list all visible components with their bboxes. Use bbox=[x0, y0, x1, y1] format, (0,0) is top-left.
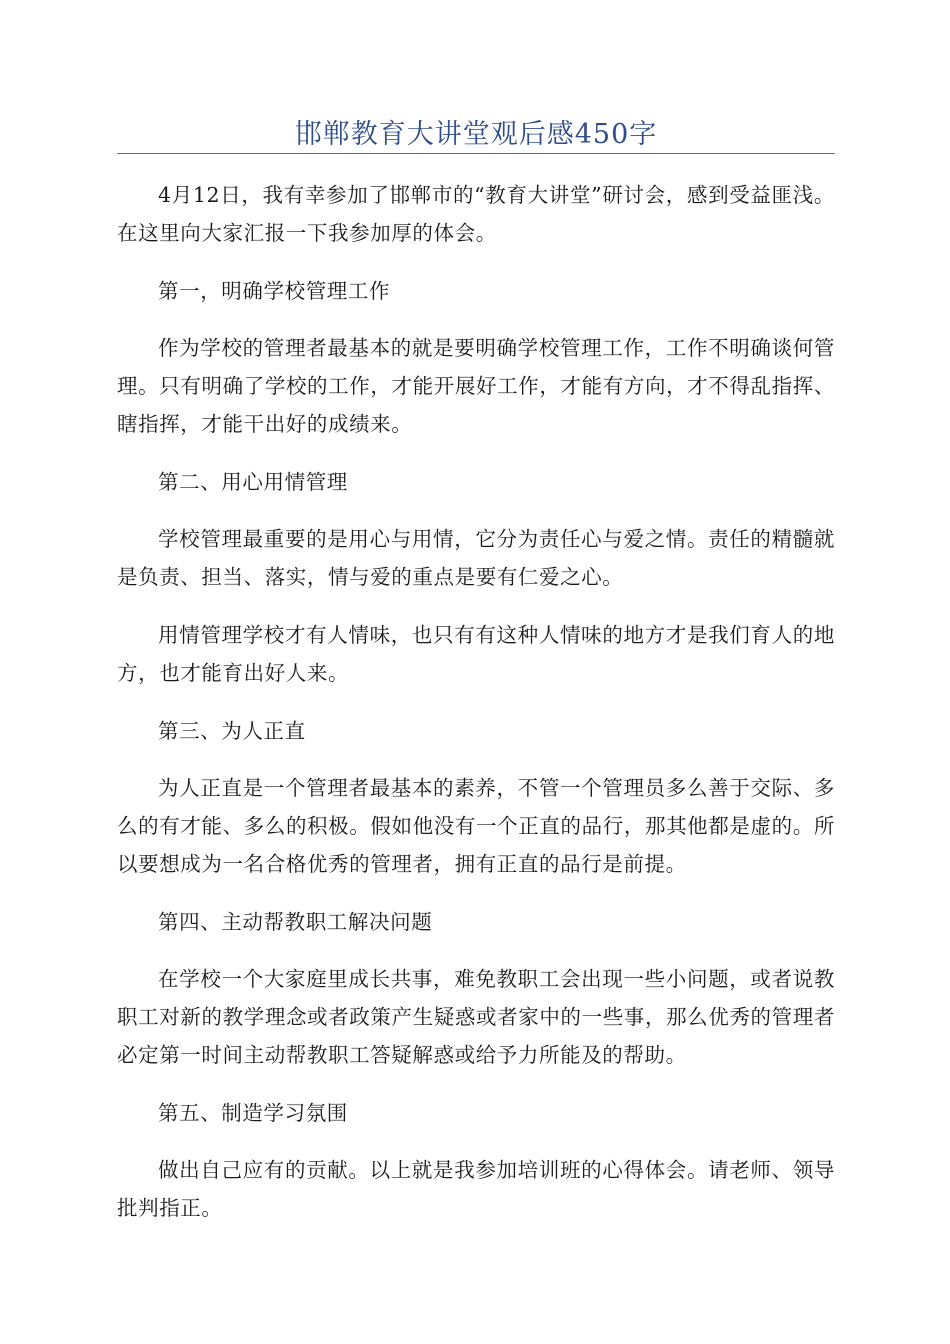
paragraph-section-2a: 学校管理最重要的是用心与用情，它分为责任心与爱之情。责任的精髓就是负责、担当、落实，情与爱的重点是要有仁爱之心。 bbox=[117, 527, 835, 589]
paragraph-conclusion: 做出自己应有的贡献。以上就是我参加培训班的心得体会。请老师、领导批判指正。 bbox=[117, 1158, 835, 1220]
section-heading-2: 第二、用心用情管理 bbox=[158, 470, 348, 494]
section-heading-3: 第三、为人正直 bbox=[158, 719, 306, 743]
section-heading-5: 第五、制造学习氛围 bbox=[158, 1101, 348, 1125]
document-body bbox=[117, 176, 835, 1227]
document-title: 邯郸教育大讲堂观后感450字 bbox=[294, 119, 658, 150]
section-heading-4: 第四、主动帮教职工解决问题 bbox=[158, 910, 433, 934]
paragraph-section-2b: 用情管理学校才有人情味，也只有有这种人情味的地方才是我们育人的地方，也才能育出好人来。 bbox=[117, 623, 835, 685]
section-heading-1: 第一，明确学校管理工作 bbox=[158, 279, 391, 303]
paragraph-section-3: 为人正直是一个管理者最基本的素养，不管一个管理员多么善于交际、多么的有才能、多么的积极。假如他没有一个正直的品行，那其他都是虚的。所以要想成为一名合格优秀的管理者，拥有正直的品行是前提。 bbox=[117, 776, 835, 876]
paragraph-section-4: 在学校一个大家庭里成长共事，难免教职工会出现一些小问题，或者说教职工对新的教学理念或者政策产生疑惑或者家中的一些事，那么优秀的管理者必定第一时间主动帮教职工答疑解惑或给予力所能及的帮助。 bbox=[117, 967, 835, 1067]
document-page bbox=[117, 0, 835, 1247]
paragraph-intro: 4月12日，我有幸参加了邯郸市的“教育大讲堂”研讨会，感到受益匪浅。在这里向大家汇报一下我参加厚的体会。 bbox=[117, 183, 835, 245]
paragraph-section-1: 作为学校的管理者最基本的就是要明确学校管理工作，工作不明确谈何管理。只有明确了学校的工作，才能开展好工作，才能有方向，才不得乱指挥、瞎指挥，才能干出好的成绩来。 bbox=[117, 336, 835, 436]
title-underline bbox=[117, 153, 835, 154]
